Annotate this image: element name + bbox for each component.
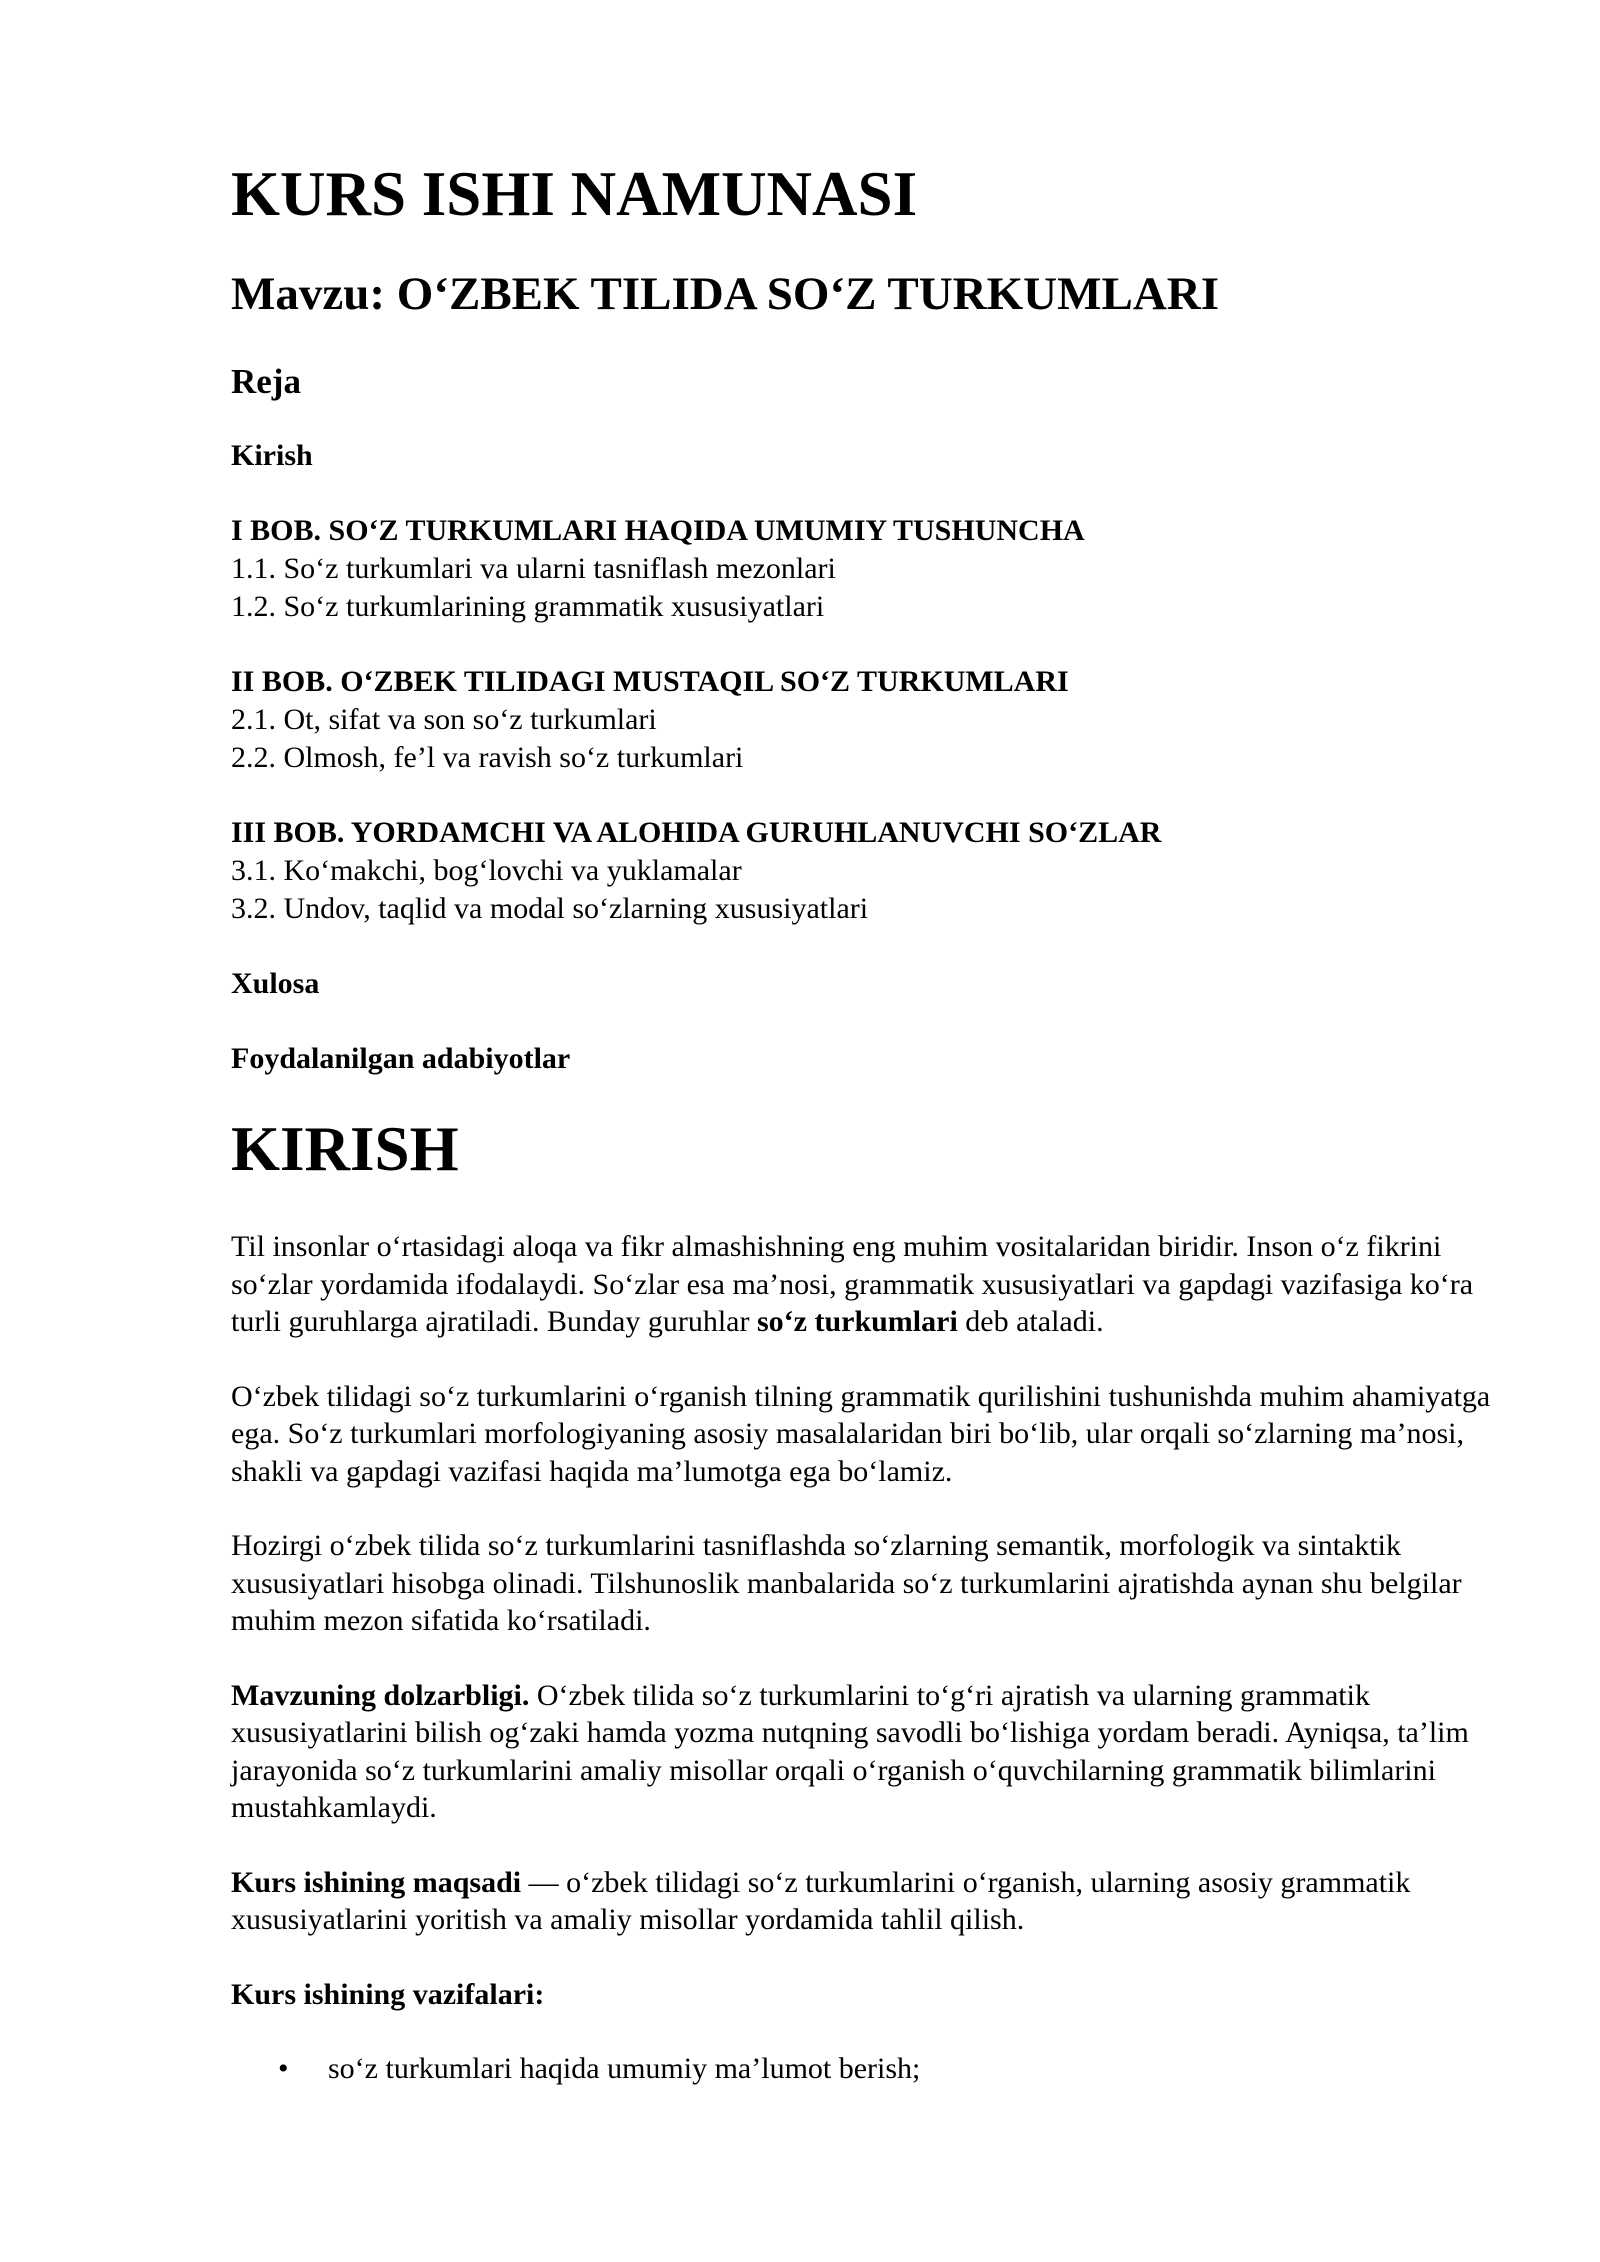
paragraph-2: O‘zbek tilidagi so‘z turkumlarini o‘rganish tilning grammatik qurilishini tushunishda muhim ahamiyatga ega. So‘z turkumlari morfologiyaning asosiy masalalaridan biri bo‘lib, ular orqali so‘zlarning ma’nosi, shakli va gapdagi vazifasi haqida ma’lumotga ega bo‘lamiz. <box>231 1379 1491 1488</box>
toc-references: Foydalanilgan adabiyotlar <box>231 1042 571 1075</box>
toc-item: 1.1. So‘z turkumlari va ularni tasniflash mezonlari <box>231 552 836 585</box>
toc-intro: Kirish <box>231 439 313 472</box>
intro-body <box>231 1228 1501 2088</box>
paragraph-text: O‘zbek tilida so‘z turkumlarini to‘g‘ri ajratish va ularning grammatik xususiyatlarini bilish og‘zaki hamda yozma nutqning savodli bo‘lishiga yordam beradi. Ayniqsa, ta’lim jarayonida so‘z turkumlarini amaliy misollar orqali o‘rganish o‘quvchilarning grammatik bilimlarini mustahkamlaydi. <box>231 1678 1469 1824</box>
toc-conclusion: Xulosa <box>231 967 320 1000</box>
paragraph-4 <box>231 1677 1501 1827</box>
toc-chapter-1-title: I BOB. SO‘Z TURKUMLARI HAQIDA UMUMIY TUSHUNCHA <box>231 514 1085 547</box>
paragraph-text: deb ataladi. <box>957 1305 1104 1338</box>
paragraph-text: Til insonlar o‘rtasidagi aloqa va fikr almashishning eng muhim vositalaridan biridir. Inson o‘z fikrini so‘zlar yordamida ifodalaydi. So‘zlar esa ma’nosi, grammatik xususiyatlari va gapdagi vazifasiga ko‘ra turli guruhlarga ajratiladi. Bunday guruhlar <box>231 1230 1474 1338</box>
toc-chapter-2-title: II BOB. O‘ZBEK TILIDAGI MUSTAQIL SO‘Z TURKUMLARI <box>231 665 1069 698</box>
list-item-text: so‘z turkumlari haqida umumiy ma’lumot berish; <box>328 2052 921 2085</box>
toc-item: 2.2. Olmosh, fe’l va ravish so‘z turkumlari <box>231 741 744 774</box>
paragraph-text: — o‘zbek tilidagi so‘z turkumlarini o‘rganish, ularning asosiy grammatik xususiyatlarini yoritish va amaliy misollar yordamida tahlil qilish. <box>231 1865 1411 1936</box>
main-title: KURS ISHI NAMUNASI <box>231 159 918 229</box>
tasks-list <box>231 2050 1501 2088</box>
toc-item: 3.1. Ko‘makchi, bog‘lovchi va yuklamalar <box>231 854 742 887</box>
table-of-contents <box>231 437 1501 1078</box>
bold-lead: Kurs ishining maqsadi <box>231 1865 522 1899</box>
toc-item: 2.1. Ot, sifat va son so‘z turkumlari <box>231 703 657 736</box>
toc-item: 3.2. Undov, taqlid va modal so‘zlarning xususiyatlari <box>231 892 869 925</box>
paragraph-1 <box>231 1228 1501 1341</box>
topic-title: Mavzu: O‘ZBEK TILIDA SO‘Z TURKUMLARI <box>231 268 1220 320</box>
bullet-icon: • <box>278 2052 289 2085</box>
list-item <box>231 2050 1501 2088</box>
paragraph-5 <box>231 1864 1501 1939</box>
bold-lead: Mavzuning dolzarbligi. <box>231 1678 530 1712</box>
plan-title: Reja <box>231 362 301 401</box>
toc-item: 1.2. So‘z turkumlarining grammatik xususiyatlari <box>231 590 825 623</box>
paragraph-3: Hozirgi o‘zbek tilida so‘z turkumlarini tasniflashda so‘zlarning semantik, morfologik va sintaktik xususiyatlari hisobga olinadi. Tilshunoslik manbalarida so‘z turkumlarini ajratishda aynan shu belgilar muhim mezon sifatida ko‘rsatiladi. <box>231 1529 1462 1637</box>
toc-chapter-3-title: III BOB. YORDAMCHI VA ALOHIDA GURUHLANUVCHI SO‘ZLAR <box>231 816 1162 849</box>
intro-heading: KIRISH <box>231 1114 459 1184</box>
tasks-heading: Kurs ishining vazifalari: <box>231 1977 545 2011</box>
bold-term: so‘z turkumlari <box>756 1305 958 1338</box>
